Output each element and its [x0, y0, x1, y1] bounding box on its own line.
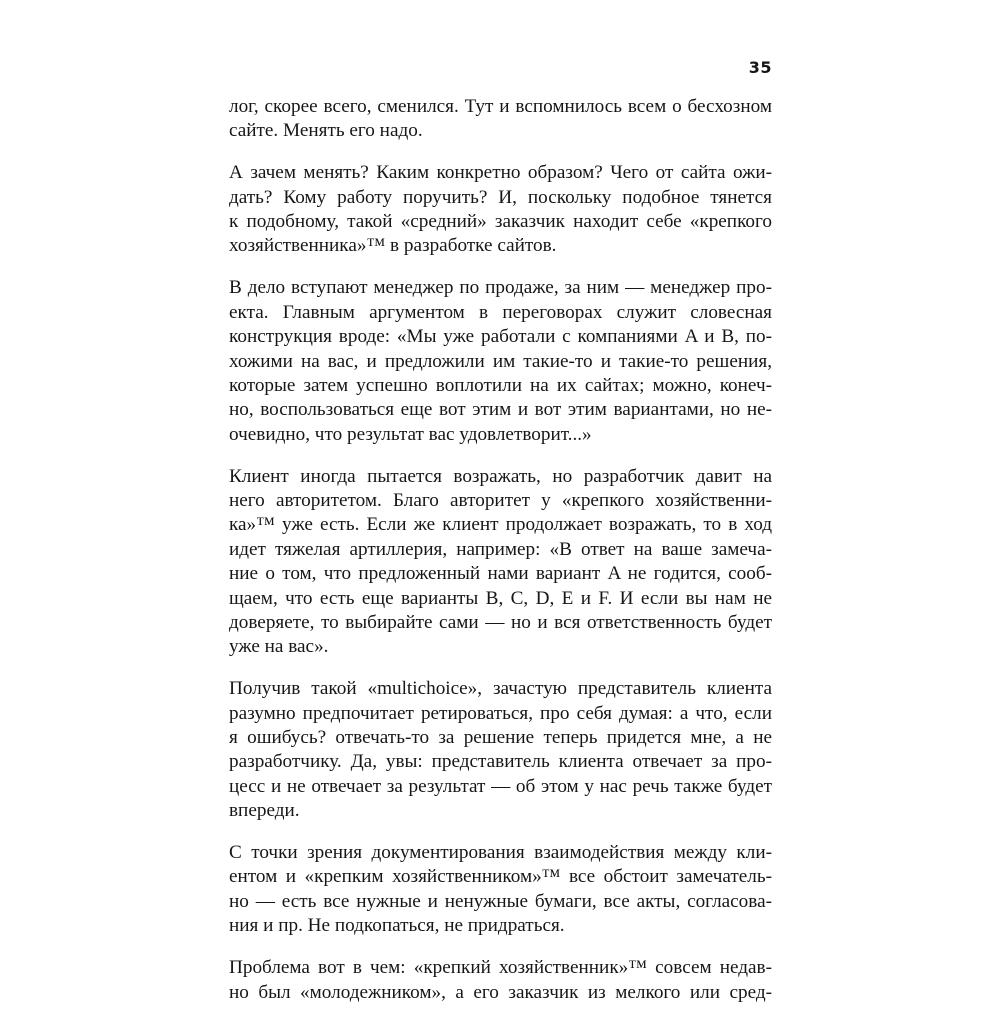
- text-line: идет тяжелая артиллерия, например: «В ответ на ваше замеча-: [229, 538, 772, 560]
- text-line: С точки зрения документирования взаимодействия между кли-: [229, 842, 772, 864]
- text-line: которые затем успешно воплотили на их сайтах; можно, конеч-: [229, 374, 772, 396]
- text-line: ентом и «крепким хозяйственником»™ все обстоит замечатель-: [229, 866, 772, 888]
- text-line: разработчику. Да, увы: представитель клиента отвечает за про-: [229, 751, 772, 773]
- paragraph: [229, 956, 772, 1005]
- text-line: конструкция вроде: «Мы уже работали с компаниями A и B, по-: [229, 326, 772, 348]
- paragraph: [229, 465, 772, 660]
- text-line: но — есть все нужные и ненужные бумаги, все акты, согласова-: [229, 890, 772, 912]
- text-line: А зачем менять? Каким конкретно образом? Чего от сайта ожи-: [229, 162, 772, 184]
- paragraph: [229, 95, 772, 144]
- text-line: очевидно, что результат вас удовлетворит...»: [229, 423, 592, 445]
- text-line: но, воспользоваться еще вот этим и вот этим вариантами, но не-: [229, 399, 772, 421]
- text-line: ние о том, что предложенный нами вариант A не годится, сооб-: [229, 563, 772, 585]
- paragraph: [229, 276, 772, 447]
- text-line: хожими на вас, и предложили им такие-то и такие-то решения,: [229, 350, 772, 372]
- text-line: екта. Главным аргументом в переговорах служит словесная: [229, 301, 772, 323]
- paragraph: [229, 161, 772, 259]
- text-line: дать? Кому работу поручить? И, поскольку подобное тянется: [229, 186, 772, 208]
- text-line: доверяете, то выбирайте сами — но и вся ответственность будет: [229, 611, 772, 633]
- text-line: но был «молодежником», а его заказчик из мелкого или сред-: [229, 981, 772, 1003]
- text-line: Получив такой «multichoice», зачастую представитель клиента: [229, 678, 772, 700]
- text-line: цесс и не отвечает за результат — об этом у нас речь также будет: [229, 775, 772, 797]
- text-line: В дело вступают менеджер по продаже, за ним — менеджер про-: [229, 277, 772, 299]
- text-line: ния и пр. Не подкопаться, не придраться.: [229, 915, 565, 937]
- text-line: разумно предпочитает ретироваться, про себя думая: а что, если: [229, 702, 772, 724]
- text-line: уже на вас».: [229, 636, 329, 658]
- text-line: к подобному, такой «средний» заказчик находит себе «крепкого: [229, 211, 772, 233]
- text-line: сайте. Менять его надо.: [229, 120, 423, 142]
- paragraph: [229, 677, 772, 823]
- text-line: него авторитетом. Благо авторитет у «крепкого хозяйственни-: [229, 489, 772, 511]
- text-line: хозяйственника»™ в разработке сайтов.: [229, 235, 557, 257]
- page-number: 35: [748, 58, 772, 77]
- body-text: [229, 95, 772, 1022]
- text-line: Проблема вот в чем: «крепкий хозяйственник»™ совсем недав-: [229, 957, 772, 979]
- text-line: лог, скорее всего, сменился. Тут и вспомнилось всем о бесхозном: [229, 96, 772, 117]
- text-line: я ошибусь? отвечать-то за решение теперь придется мне, а не: [229, 726, 772, 748]
- text-line: Клиент иногда пытается возражать, но разработчик давит на: [229, 465, 772, 487]
- text-line: впереди.: [229, 800, 300, 822]
- paragraph: [229, 841, 772, 939]
- text-line: щаем, что есть еще варианты B, C, D, E и F. И если вы нам не: [229, 587, 772, 609]
- text-line: ка»™ уже есть. Если же клиент продолжает возражать, то в ход: [229, 514, 772, 536]
